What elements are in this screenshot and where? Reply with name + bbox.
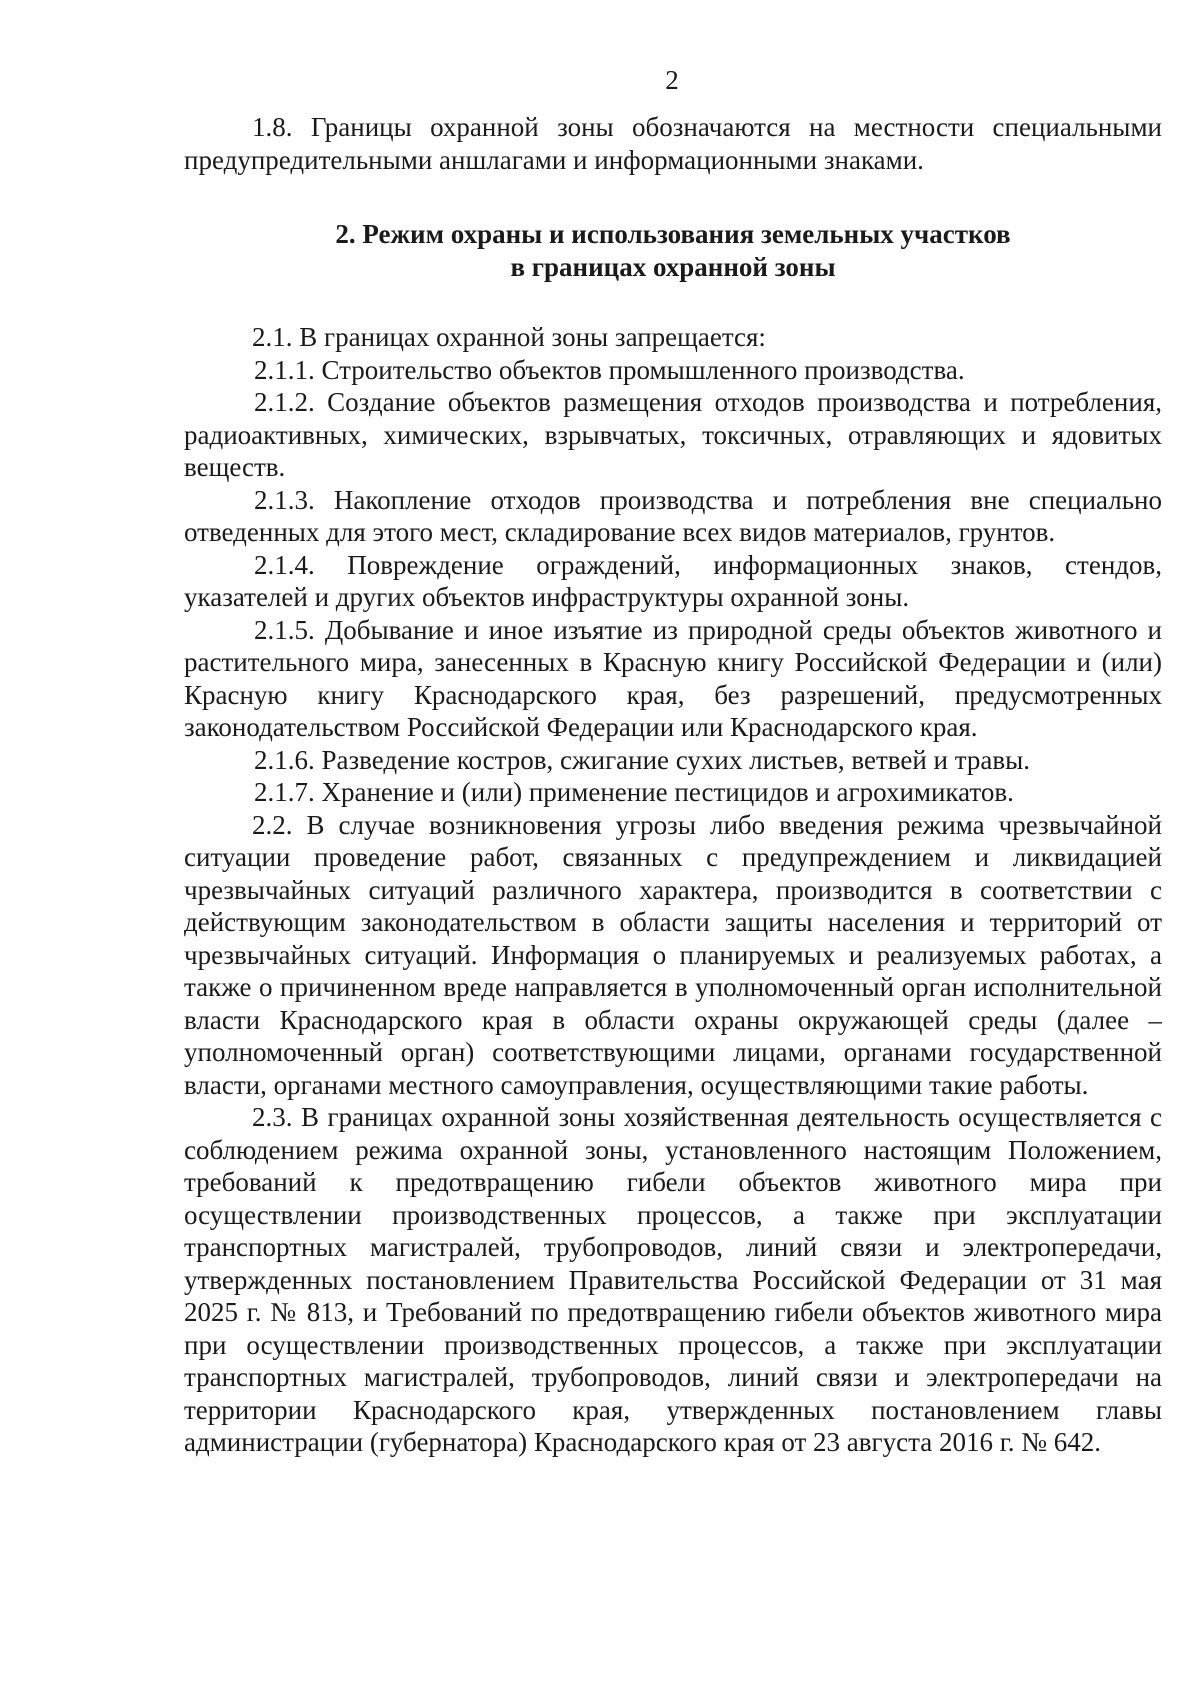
paragraph-2-1-5: 2.1.5. Добывание и иное изъятие из природной среды объектов животного и растительного мира, занесенных в Красную книгу Российской Федерации и (или) Красную книгу Краснодарского края, без разрешений, предусмотренных законодательством Российской Федерации или Краснодарского края. [184,614,1162,742]
paragraph-2-1: 2.1. В границах охранной зоны запрещается: [252,322,766,352]
section-heading-line-2: в границах охранной зоны [510,251,836,282]
paragraph-1-8: 1.8. Границы охранной зоны обозначаются на местности специальными предупредительными аншлагами и информационными знаками. [184,112,1162,175]
paragraph-2-1-4: 2.1.4. Повреждение ограждений, информационных знаков, стендов, указателей и других объектов инфраструктуры охранной зоны. [184,549,1162,612]
paragraph-2-2: 2.2. В случае возникновения угрозы либо введения режима чрезвычайной ситуации проведение работ, связанных с предупреждением и ликвидацией чрезвычайных ситуаций различного характера, производится в соответствии с действующим законодательством в области защиты населения и территорий от чрезвычайных ситуаций. Информация о планируемых и реализуемых работах, а также о причиненном вреде направляется в уполномоченный орган исполнительной власти Краснодарского края в области охраны окружающей среды (далее – уполномоченный орган) соответствующими лицами, органами государственной власти, органами местного самоуправления, осуществляющими такие работы. [184,809,1162,1100]
paragraph-2-1-3: 2.1.3. Накопление отходов производства и потребления вне специально отведенных для этого мест, складирование всех видов материалов, грунтов. [184,484,1162,547]
paragraph-2-1-2: 2.1.2. Создание объектов размещения отходов производства и потребления, радиоактивных, химических, взрывчатых, токсичных, отравляющих и ядовитых веществ. [184,387,1162,482]
paragraph-2-1-1: 2.1.1. Строительство объектов промышленного производства. [254,354,965,385]
section-heading [184,218,1162,283]
paragraph-2-1-7: 2.1.7. Хранение и (или) применение пестицидов и агрохимикатов. [254,777,1014,807]
paragraph-2-3: 2.3. В границах охранной зоны хозяйственная деятельность осуществляется с соблюдением режима охранной зоны, установленного настоящим Положением, требований к предотвращению гибели объектов животного мира при осуществлении производственных процессов, а также при эксплуатации транспортных магистралей, трубопроводов, линий связи и электропередачи, утвержденных постановлением Правительства Российской Федерации от 31 мая 2025 г. № 813, и Требований по предотвращению гибели объектов животного мира при осуществлении производственных процессов, а также при эксплуатации транспортных магистралей, трубопроводов, линий связи и электропередачи на территории Краснодарского края, утвержденных постановлением главы администрации (губернатора) Краснодарского края от 23 августа 2016 г. № 642. [184,1102,1162,1457]
document-body [184,111,1162,1459]
page-number: 2 [665,65,679,95]
paragraph-2-1-6: 2.1.6. Разведение костров, сжигание сухих листьев, ветвей и травы. [254,744,1030,775]
section-heading-line-1: 2. Режим охраны и использования земельных участков [335,219,1011,249]
